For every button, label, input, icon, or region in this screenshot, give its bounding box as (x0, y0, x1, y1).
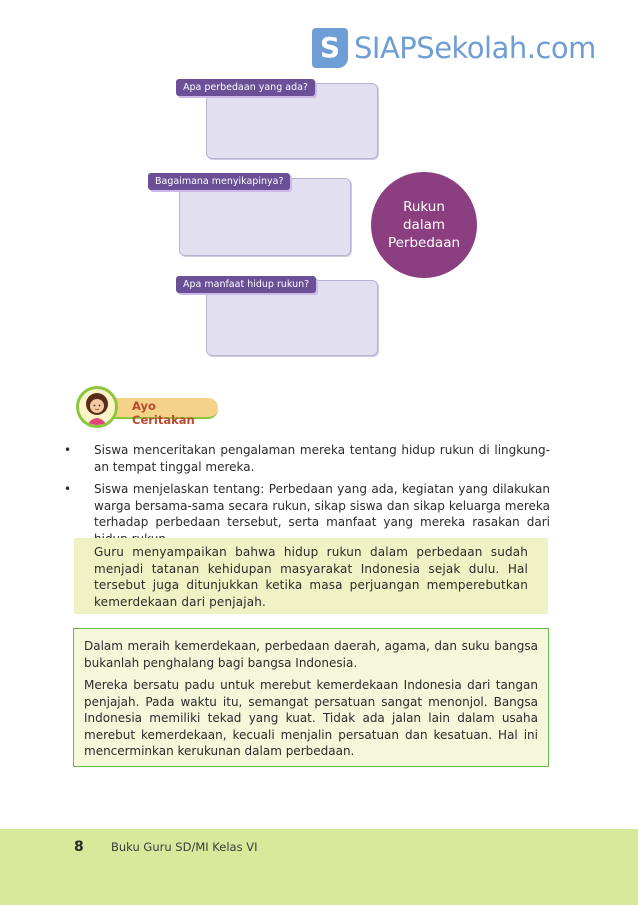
info-box (73, 628, 549, 767)
teacher-note: Guru menyampaikan bahwa hidup rukun dalam perbedaan sudah menjadi tatanan kehidupan masyarakat Indonesia sejak dulu. Hal tersebut juga ditunjukkan ketika masa perjuangan memperebutkan kemerdekaan dari penjajah. (74, 538, 548, 614)
topic-line-2: dalam (402, 217, 446, 233)
bullet-marker: • (64, 482, 72, 496)
list-item-text: Siswa menjelaskan tentang: Perbedaan yang ada, kegiatan yang dilakukan warga bersama-sama secara rukun, sikap siswa dan sikap keluarga mereka terhadap perbedaan tersebut, serta manfaat yang mereka rasakan dari (94, 482, 550, 529)
question-label-1: Apa perbedaan yang ada? (176, 79, 315, 96)
info-paragraph-2: Mereka bersatu padu untuk merebut kemerdekaan Indonesia dari tangan penjajah. Pada waktu itu, semangat persatuan sangat menonjol. Bangsa Indonesia memiliki tekad yang kuat. Tidak ada jalan lain dalam usaha merebut kemerdekaan, kecuali menjalin persatuan dan kesatuan. Hal ini mencerminkan kerukunan dalam perbedaan. (84, 678, 538, 758)
question-label-2: Bagaimana menyikapinya? (148, 173, 290, 190)
page-footer (0, 829, 638, 905)
topic-circle (371, 172, 477, 278)
girl-avatar-icon (76, 386, 118, 428)
topic-line-1: Rukun (403, 199, 445, 215)
book-title: Buku Guru SD/MI Kelas VI (111, 840, 258, 854)
logo-badge: S (312, 28, 348, 68)
bullet-marker: • (64, 443, 72, 457)
site-logo (312, 28, 596, 68)
info-paragraph-1: Dalam meraih kemerdekaan, perbedaan daerah, agama, dan suku bangsa bukanlah penghalang bagi bangsa Indonesia. (84, 639, 538, 670)
question-label-3: Apa manfaat hidup rukun? (176, 276, 316, 293)
list-item-text: Siswa menceritakan pengalaman mereka tentang hidup rukun di lingkung- an tempat tinggal mereka. (94, 443, 550, 474)
ayo-ceritakan-pill (108, 398, 218, 427)
topic-line-3: Perbedaan (387, 235, 461, 251)
instruction-list (64, 442, 550, 553)
page-number: 8 (74, 839, 84, 855)
ayo-ceritakan-label: Ayo Ceritakan (132, 399, 195, 427)
list-item (64, 442, 550, 475)
logo-text: SIAPSekolah.com (354, 31, 596, 65)
